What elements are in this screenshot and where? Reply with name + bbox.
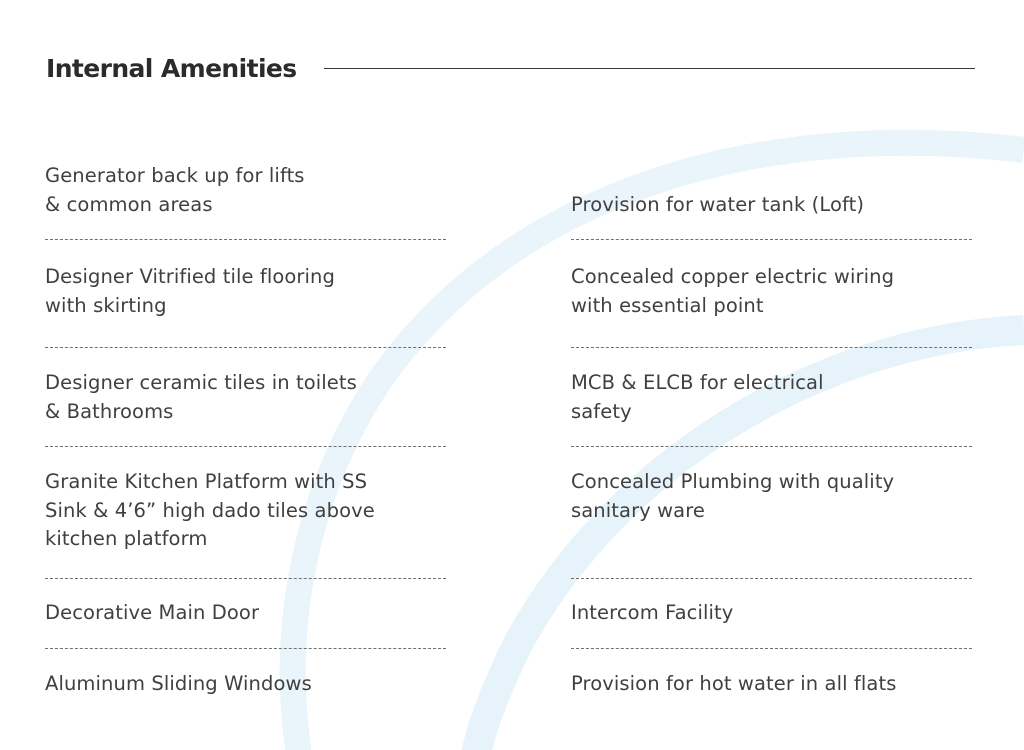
amenity-item [45, 670, 465, 699]
dashed-divider [571, 239, 972, 240]
dashed-divider [571, 446, 972, 447]
dashed-divider [45, 446, 446, 447]
amenity-item [571, 369, 991, 426]
amenity-item [45, 468, 465, 554]
section-header [46, 52, 976, 86]
amenity-item [571, 670, 991, 699]
amenity-line: Aluminum Sliding Windows [45, 672, 312, 695]
amenity-item [45, 369, 465, 426]
amenity-line: with essential point [571, 293, 764, 317]
amenity-line: with skirting [45, 293, 167, 317]
amenity-line: & Bathrooms [45, 399, 174, 423]
amenity-line: sanitary ware [571, 498, 706, 522]
amenity-line: Concealed Plumbing with quality [571, 470, 895, 493]
amenity-line: Sink & 4’6” high dado tiles above [45, 498, 375, 522]
amenity-line: Designer Vitrified tile flooring [45, 265, 335, 288]
section-title: Internal Amenities [46, 54, 297, 83]
amenity-item [571, 599, 991, 628]
amenity-line: Provision for water tank (Loft) [571, 193, 865, 216]
dashed-divider [571, 648, 972, 649]
amenity-line: Granite Kitchen Platform with SS [45, 470, 368, 493]
amenity-item [571, 263, 991, 320]
dashed-divider [45, 239, 446, 240]
amenity-line: Provision for hot water in all flats [571, 672, 897, 695]
amenity-line: Concealed copper electric wiring [571, 265, 895, 288]
amenity-line: Intercom Facility [571, 601, 734, 624]
dashed-divider [45, 578, 446, 579]
amenity-item [45, 162, 465, 219]
amenity-line: safety [571, 399, 632, 423]
amenity-line: MCB & ELCB for electrical [571, 371, 824, 394]
amenity-item [45, 263, 465, 320]
amenity-line: & common areas [45, 192, 213, 216]
amenity-line: Decorative Main Door [45, 601, 260, 624]
dashed-divider [45, 648, 446, 649]
amenity-item [45, 599, 465, 628]
dashed-divider [571, 347, 972, 348]
dashed-divider [45, 347, 446, 348]
amenity-line: Designer ceramic tiles in toilets [45, 371, 357, 394]
amenity-line: kitchen platform [45, 527, 208, 550]
amenity-item [571, 191, 991, 220]
dashed-divider [571, 578, 972, 579]
amenity-item [571, 468, 991, 525]
title-rule [324, 68, 975, 69]
amenity-line: Generator back up for lifts [45, 164, 305, 187]
